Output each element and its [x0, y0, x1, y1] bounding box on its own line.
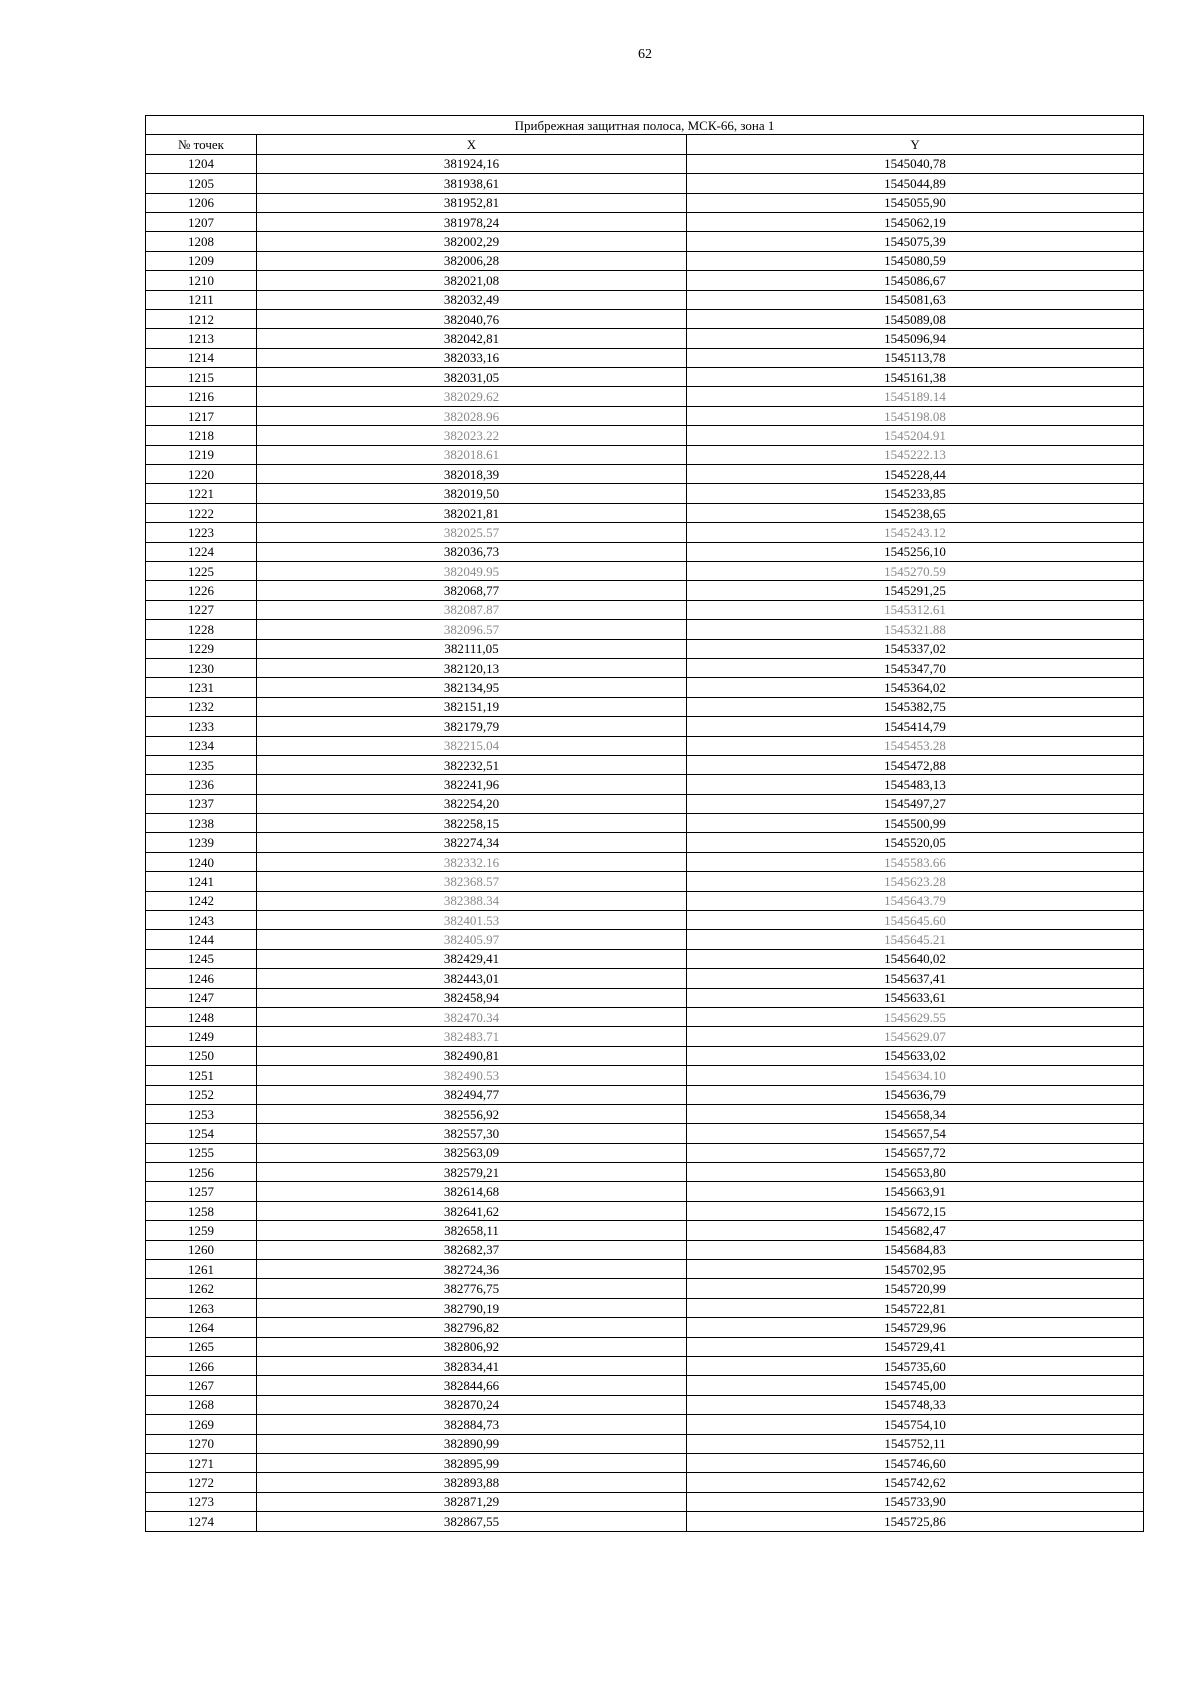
table-row: [146, 212, 1144, 231]
point-number-cell: 1245: [146, 949, 257, 968]
point-number-cell: 1221: [146, 484, 257, 503]
x-cell: 382042,81: [257, 329, 687, 348]
x-cell: 382563,09: [257, 1143, 687, 1162]
x-cell: 382884,73: [257, 1415, 687, 1434]
x-cell: 382241,96: [257, 775, 687, 794]
point-number-cell: 1239: [146, 833, 257, 852]
table-row: [146, 949, 1144, 968]
y-cell: 1545497,27: [687, 794, 1144, 813]
table-row: [146, 1027, 1144, 1046]
x-cell: 382025.57: [257, 523, 687, 542]
x-cell: 382087.87: [257, 600, 687, 619]
y-cell: 1545733,90: [687, 1492, 1144, 1511]
table-row: [146, 911, 1144, 930]
point-number-cell: 1234: [146, 736, 257, 755]
table-row: [146, 620, 1144, 639]
y-cell: 1545629.07: [687, 1027, 1144, 1046]
y-cell: 1545640,02: [687, 949, 1144, 968]
y-cell: 1545746,60: [687, 1453, 1144, 1472]
y-cell: 1545080,59: [687, 251, 1144, 270]
y-cell: 1545233,85: [687, 484, 1144, 503]
y-cell: 1545228,44: [687, 465, 1144, 484]
table-row: [146, 174, 1144, 193]
y-cell: 1545645.60: [687, 911, 1144, 930]
point-number-cell: 1231: [146, 678, 257, 697]
table-row: [146, 1376, 1144, 1395]
point-number-cell: 1235: [146, 755, 257, 774]
table-row: [146, 1163, 1144, 1182]
x-cell: 382867,55: [257, 1512, 687, 1531]
point-number-cell: 1225: [146, 561, 257, 580]
coordinates-table: [145, 115, 1144, 1532]
y-cell: 1545684,83: [687, 1240, 1144, 1259]
header-point-number: № точек: [146, 135, 257, 154]
y-cell: 1545633,02: [687, 1046, 1144, 1065]
point-number-cell: 1273: [146, 1492, 257, 1511]
x-cell: 382790,19: [257, 1298, 687, 1317]
y-cell: 1545291,25: [687, 581, 1144, 600]
y-cell: 1545745,00: [687, 1376, 1144, 1395]
point-number-cell: 1274: [146, 1512, 257, 1531]
point-number-cell: 1220: [146, 465, 257, 484]
y-cell: 1545663,91: [687, 1182, 1144, 1201]
x-cell: 382443,01: [257, 969, 687, 988]
y-cell: 1545222.13: [687, 445, 1144, 464]
table-row: [146, 348, 1144, 367]
y-cell: 1545256,10: [687, 542, 1144, 561]
x-cell: 382844,66: [257, 1376, 687, 1395]
x-cell: 382258,15: [257, 814, 687, 833]
point-number-cell: 1244: [146, 930, 257, 949]
x-cell: 382368.57: [257, 872, 687, 891]
x-cell: 382724,36: [257, 1260, 687, 1279]
x-cell: 382018.61: [257, 445, 687, 464]
y-cell: 1545089,08: [687, 309, 1144, 328]
table-row: [146, 406, 1144, 425]
y-cell: 1545735,60: [687, 1357, 1144, 1376]
y-cell: 1545096,94: [687, 329, 1144, 348]
table-row: [146, 232, 1144, 251]
table-row: [146, 426, 1144, 445]
table-row: [146, 814, 1144, 833]
point-number-cell: 1260: [146, 1240, 257, 1259]
table-row: [146, 852, 1144, 871]
x-cell: 382049.95: [257, 561, 687, 580]
point-number-cell: 1261: [146, 1260, 257, 1279]
y-cell: 1545748,33: [687, 1395, 1144, 1414]
table-row: [146, 872, 1144, 891]
point-number-cell: 1253: [146, 1104, 257, 1123]
point-number-cell: 1238: [146, 814, 257, 833]
x-cell: 382274,34: [257, 833, 687, 852]
point-number-cell: 1251: [146, 1066, 257, 1085]
y-cell: 1545672,15: [687, 1201, 1144, 1220]
y-cell: 1545643.79: [687, 891, 1144, 910]
x-cell: 382388.34: [257, 891, 687, 910]
table-row: [146, 1240, 1144, 1259]
y-cell: 1545637,41: [687, 969, 1144, 988]
y-cell: 1545722,81: [687, 1298, 1144, 1317]
table-row: [146, 1318, 1144, 1337]
y-cell: 1545702,95: [687, 1260, 1144, 1279]
x-cell: 382021,81: [257, 503, 687, 522]
point-number-cell: 1228: [146, 620, 257, 639]
x-cell: 382018,39: [257, 465, 687, 484]
y-cell: 1545382,75: [687, 697, 1144, 716]
point-number-cell: 1246: [146, 969, 257, 988]
x-cell: 382490.53: [257, 1066, 687, 1085]
point-number-cell: 1212: [146, 309, 257, 328]
point-number-cell: 1266: [146, 1357, 257, 1376]
x-cell: 382006,28: [257, 251, 687, 270]
point-number-cell: 1219: [146, 445, 257, 464]
x-cell: 382890,99: [257, 1434, 687, 1453]
y-cell: 1545044,89: [687, 174, 1144, 193]
point-number-cell: 1227: [146, 600, 257, 619]
point-number-cell: 1259: [146, 1221, 257, 1240]
table-row: [146, 1473, 1144, 1492]
table-row: [146, 484, 1144, 503]
table-row: [146, 193, 1144, 212]
table-header-row: [146, 135, 1144, 154]
point-number-cell: 1268: [146, 1395, 257, 1414]
y-cell: 1545040,78: [687, 154, 1144, 173]
table-row: [146, 1453, 1144, 1472]
y-cell: 1545653,80: [687, 1163, 1144, 1182]
x-cell: 382031,05: [257, 368, 687, 387]
x-cell: 382614,68: [257, 1182, 687, 1201]
header-y: Y: [687, 135, 1144, 154]
point-number-cell: 1258: [146, 1201, 257, 1220]
point-number-cell: 1255: [146, 1143, 257, 1162]
y-cell: 1545312.61: [687, 600, 1144, 619]
table-row: [146, 290, 1144, 309]
point-number-cell: 1237: [146, 794, 257, 813]
y-cell: 1545189.14: [687, 387, 1144, 406]
y-cell: 1545520,05: [687, 833, 1144, 852]
y-cell: 1545636,79: [687, 1085, 1144, 1104]
point-number-cell: 1230: [146, 658, 257, 677]
table-row: [146, 988, 1144, 1007]
table-row: [146, 1085, 1144, 1104]
point-number-cell: 1208: [146, 232, 257, 251]
x-cell: 382834,41: [257, 1357, 687, 1376]
y-cell: 1545321.88: [687, 620, 1144, 639]
table-row: [146, 1201, 1144, 1220]
x-cell: 382021,08: [257, 271, 687, 290]
table-row: [146, 736, 1144, 755]
point-number-cell: 1216: [146, 387, 257, 406]
x-cell: 382232,51: [257, 755, 687, 774]
table-row: [146, 561, 1144, 580]
point-number-cell: 1254: [146, 1124, 257, 1143]
y-cell: 1545645.21: [687, 930, 1144, 949]
point-number-cell: 1206: [146, 193, 257, 212]
point-number-cell: 1249: [146, 1027, 257, 1046]
x-cell: 382579,21: [257, 1163, 687, 1182]
table-row: [146, 658, 1144, 677]
y-cell: 1545754,10: [687, 1415, 1144, 1434]
table-row: [146, 775, 1144, 794]
x-cell: 382556,92: [257, 1104, 687, 1123]
x-cell: 382490,81: [257, 1046, 687, 1065]
table-row: [146, 445, 1144, 464]
point-number-cell: 1213: [146, 329, 257, 348]
point-number-cell: 1262: [146, 1279, 257, 1298]
point-number-cell: 1242: [146, 891, 257, 910]
point-number-cell: 1252: [146, 1085, 257, 1104]
y-cell: 1545453.28: [687, 736, 1144, 755]
x-cell: 382029.62: [257, 387, 687, 406]
y-cell: 1545238,65: [687, 503, 1144, 522]
x-cell: 382254,20: [257, 794, 687, 813]
y-cell: 1545729,41: [687, 1337, 1144, 1356]
y-cell: 1545657,54: [687, 1124, 1144, 1143]
x-cell: 382483.71: [257, 1027, 687, 1046]
x-cell: 382033,16: [257, 348, 687, 367]
point-number-cell: 1267: [146, 1376, 257, 1395]
table-row: [146, 969, 1144, 988]
point-number-cell: 1226: [146, 581, 257, 600]
x-cell: 382036,73: [257, 542, 687, 561]
x-cell: 382405.97: [257, 930, 687, 949]
x-cell: 382019,50: [257, 484, 687, 503]
y-cell: 1545682,47: [687, 1221, 1144, 1240]
x-cell: 382068,77: [257, 581, 687, 600]
y-cell: 1545623.28: [687, 872, 1144, 891]
x-cell: 382215.04: [257, 736, 687, 755]
x-cell: 382458,94: [257, 988, 687, 1007]
table-row: [146, 1124, 1144, 1143]
y-cell: 1545472,88: [687, 755, 1144, 774]
point-number-cell: 1207: [146, 212, 257, 231]
y-cell: 1545161,38: [687, 368, 1144, 387]
point-number-cell: 1222: [146, 503, 257, 522]
table-row: [146, 154, 1144, 173]
table-row: [146, 271, 1144, 290]
point-number-cell: 1211: [146, 290, 257, 309]
x-cell: 382893,88: [257, 1473, 687, 1492]
point-number-cell: 1263: [146, 1298, 257, 1317]
point-number-cell: 1250: [146, 1046, 257, 1065]
table-row: [146, 1066, 1144, 1085]
point-number-cell: 1256: [146, 1163, 257, 1182]
x-cell: 382682,37: [257, 1240, 687, 1259]
table-title: Прибрежная защитная полоса, МСК-66, зона 1: [146, 116, 1144, 135]
table-row: [146, 581, 1144, 600]
x-cell: 382028.96: [257, 406, 687, 425]
table-row: [146, 1007, 1144, 1026]
header-x: X: [257, 135, 687, 154]
y-cell: 1545075,39: [687, 232, 1144, 251]
point-number-cell: 1229: [146, 639, 257, 658]
y-cell: 1545483,13: [687, 775, 1144, 794]
x-cell: 382002,29: [257, 232, 687, 251]
x-cell: 382332.16: [257, 852, 687, 871]
x-cell: 381952,81: [257, 193, 687, 212]
point-number-cell: 1241: [146, 872, 257, 891]
point-number-cell: 1223: [146, 523, 257, 542]
x-cell: 382796,82: [257, 1318, 687, 1337]
point-number-cell: 1205: [146, 174, 257, 193]
x-cell: 382032,49: [257, 290, 687, 309]
table-row: [146, 368, 1144, 387]
table-row: [146, 1512, 1144, 1531]
x-cell: 382658,11: [257, 1221, 687, 1240]
x-cell: 382776,75: [257, 1279, 687, 1298]
y-cell: 1545657,72: [687, 1143, 1144, 1162]
y-cell: 1545337,02: [687, 639, 1144, 658]
point-number-cell: 1271: [146, 1453, 257, 1472]
x-cell: 382470.34: [257, 1007, 687, 1026]
page-number: 62: [638, 47, 652, 62]
table-row: [146, 1260, 1144, 1279]
table-row: [146, 678, 1144, 697]
y-cell: 1545243.12: [687, 523, 1144, 542]
y-cell: 1545629.55: [687, 1007, 1144, 1026]
y-cell: 1545720,99: [687, 1279, 1144, 1298]
table-row: [146, 600, 1144, 619]
y-cell: 1545204.91: [687, 426, 1144, 445]
y-cell: 1545198.08: [687, 406, 1144, 425]
x-cell: 382120,13: [257, 658, 687, 677]
table-row: [146, 755, 1144, 774]
x-cell: 382096.57: [257, 620, 687, 639]
x-cell: 382151,19: [257, 697, 687, 716]
point-number-cell: 1209: [146, 251, 257, 270]
y-cell: 1545752,11: [687, 1434, 1144, 1453]
table-row: [146, 639, 1144, 658]
y-cell: 1545500,99: [687, 814, 1144, 833]
table-row: [146, 1492, 1144, 1511]
table-row: [146, 1298, 1144, 1317]
x-cell: 382870,24: [257, 1395, 687, 1414]
point-number-cell: 1257: [146, 1182, 257, 1201]
table-row: [146, 697, 1144, 716]
point-number-cell: 1204: [146, 154, 257, 173]
table-row: [146, 503, 1144, 522]
x-cell: 381978,24: [257, 212, 687, 231]
x-cell: 382179,79: [257, 717, 687, 736]
y-cell: 1545347,70: [687, 658, 1144, 677]
x-cell: 382806,92: [257, 1337, 687, 1356]
y-cell: 1545081,63: [687, 290, 1144, 309]
y-cell: 1545583.66: [687, 852, 1144, 871]
point-number-cell: 1240: [146, 852, 257, 871]
y-cell: 1545364,02: [687, 678, 1144, 697]
y-cell: 1545742,62: [687, 1473, 1144, 1492]
point-number-cell: 1265: [146, 1337, 257, 1356]
x-cell: 382023.22: [257, 426, 687, 445]
y-cell: 1545634.10: [687, 1066, 1144, 1085]
x-cell: 382641,62: [257, 1201, 687, 1220]
x-cell: 382557,30: [257, 1124, 687, 1143]
y-cell: 1545725,86: [687, 1512, 1144, 1531]
point-number-cell: 1218: [146, 426, 257, 445]
x-cell: 382040,76: [257, 309, 687, 328]
y-cell: 1545633,61: [687, 988, 1144, 1007]
point-number-cell: 1232: [146, 697, 257, 716]
point-number-cell: 1236: [146, 775, 257, 794]
point-number-cell: 1233: [146, 717, 257, 736]
table-row: [146, 523, 1144, 542]
table-row: [146, 1143, 1144, 1162]
table-title-row: [146, 116, 1144, 135]
point-number-cell: 1210: [146, 271, 257, 290]
point-number-cell: 1270: [146, 1434, 257, 1453]
table-row: [146, 717, 1144, 736]
table-row: [146, 1415, 1144, 1434]
table-row: [146, 930, 1144, 949]
table-row: [146, 891, 1144, 910]
y-cell: 1545062,19: [687, 212, 1144, 231]
point-number-cell: 1264: [146, 1318, 257, 1337]
y-cell: 1545414,79: [687, 717, 1144, 736]
x-cell: 381924,16: [257, 154, 687, 173]
table-row: [146, 329, 1144, 348]
y-cell: 1545270.59: [687, 561, 1144, 580]
table-row: [146, 1357, 1144, 1376]
point-number-cell: 1217: [146, 406, 257, 425]
y-cell: 1545055,90: [687, 193, 1144, 212]
x-cell: 382134,95: [257, 678, 687, 697]
table-row: [146, 387, 1144, 406]
point-number-cell: 1247: [146, 988, 257, 1007]
table-row: [146, 1337, 1144, 1356]
point-number-cell: 1243: [146, 911, 257, 930]
table-row: [146, 833, 1144, 852]
point-number-cell: 1214: [146, 348, 257, 367]
x-cell: 382429,41: [257, 949, 687, 968]
y-cell: 1545658,34: [687, 1104, 1144, 1123]
table-row: [146, 465, 1144, 484]
point-number-cell: 1269: [146, 1415, 257, 1434]
table-row: [146, 1182, 1144, 1201]
y-cell: 1545113,78: [687, 348, 1144, 367]
x-cell: 381938,61: [257, 174, 687, 193]
point-number-cell: 1248: [146, 1007, 257, 1026]
point-number-cell: 1272: [146, 1473, 257, 1492]
table-row: [146, 542, 1144, 561]
table-row: [146, 1104, 1144, 1123]
table-row: [146, 1279, 1144, 1298]
table-row: [146, 1046, 1144, 1065]
table-row: [146, 1434, 1144, 1453]
y-cell: 1545086,67: [687, 271, 1144, 290]
table-row: [146, 1395, 1144, 1414]
x-cell: 382871,29: [257, 1492, 687, 1511]
x-cell: 382401.53: [257, 911, 687, 930]
point-number-cell: 1215: [146, 368, 257, 387]
table-row: [146, 251, 1144, 270]
x-cell: 382494,77: [257, 1085, 687, 1104]
point-number-cell: 1224: [146, 542, 257, 561]
table-row: [146, 1221, 1144, 1240]
x-cell: 382895,99: [257, 1453, 687, 1472]
y-cell: 1545729,96: [687, 1318, 1144, 1337]
x-cell: 382111,05: [257, 639, 687, 658]
table-row: [146, 309, 1144, 328]
table-row: [146, 794, 1144, 813]
table-body: [146, 154, 1144, 1531]
